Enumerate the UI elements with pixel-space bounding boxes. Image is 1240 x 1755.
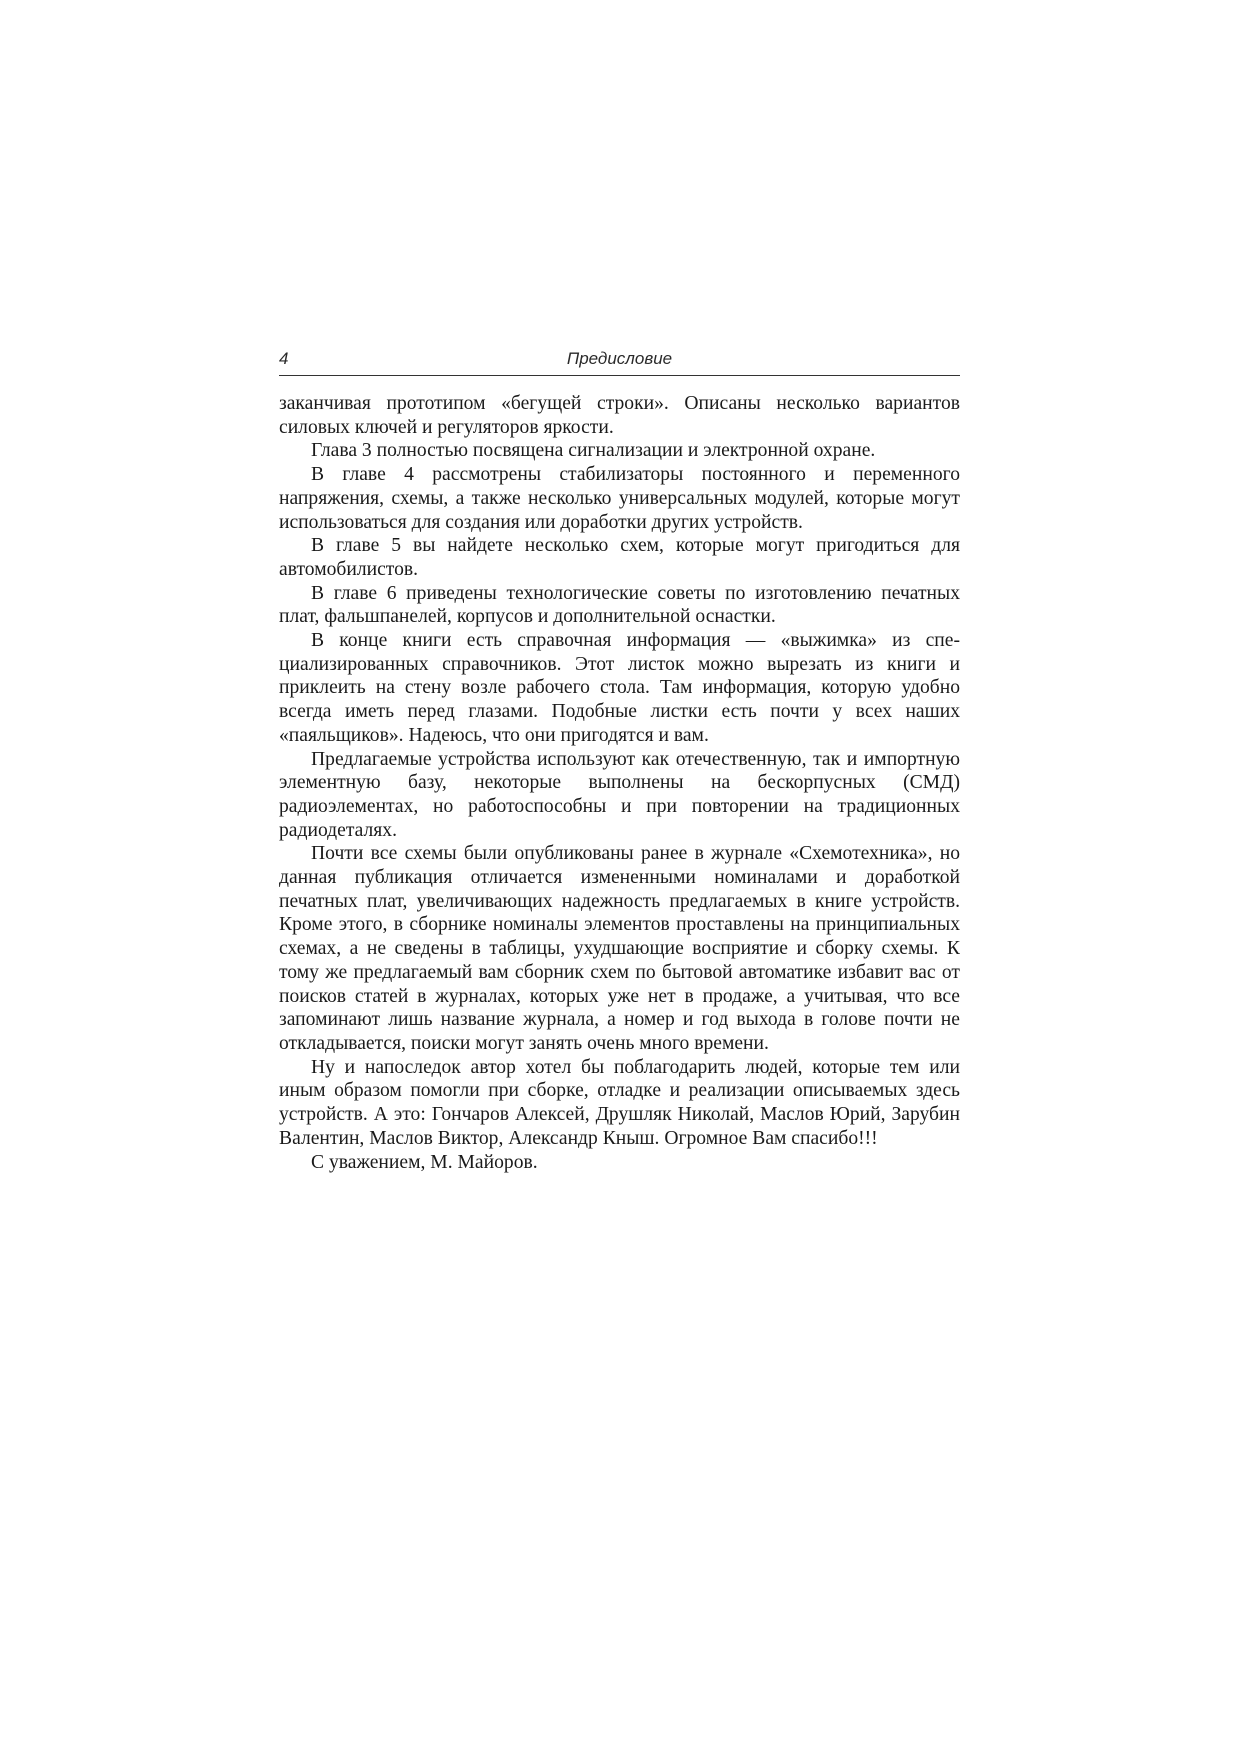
paragraph-chapter-6: В главе 6 приведены технологические советы по изготовлению печатных плат, фальшпанелей, корпусов и дополнительной оснастки. — [279, 582, 960, 628]
paragraph-acknowledgements: Ну и напоследок автор хотел бы поблагодарить людей, которые тем или иным образом помогли при сборке, отладке и реализации описываемых здесь устройств. А это: Гончаров Алексей, Друшляк Николай, Маслов Юрий, Зарубин Валентин, Маслов Виктор, Александр Кныш. Огромное Вам спасибо!!! — [279, 1056, 960, 1149]
paragraph-components: Предлагаемые устройства используют как отечественную, так и импортную элементную базу, некоторые выполнены на бескорпусных (СМД) радиоэлементах, но работоспособны и при повторении на традиционных радиодеталях. — [279, 748, 960, 841]
page-header — [279, 347, 960, 376]
paragraph-chapter-5: В главе 5 вы найдете несколько схем, которые могут пригодиться для автомобилистов. — [279, 535, 960, 580]
paragraph-chapter-4: В главе 4 рассмотрены стабилизаторы постоянного и переменного напряжения, схемы, а также несколько универсальных модулей, которые могут использоваться для создания или доработки других устройств. — [279, 464, 960, 533]
body-text — [279, 392, 960, 1174]
running-title: Предисловие — [566, 349, 673, 368]
paragraph-reference-info: В конце книги есть справочная информация — «выжимка» из специализированных справочников. Этот листок можно вырезать из книги и приклеить на стену возле рабочего стола. Там информация, которую удобно всегда иметь перед глазами. Подобные листки есть почти у всех наших «паяльщиков». Надеюсь, что они пригодятся и вам. — [279, 630, 960, 746]
paragraph-publication: Почти все схемы были опубликованы ранее в журнале «Схемотехника», но данная публикация отличается измененными номиналами и доработкой печатных плат, увеличивающих надежность предлагаемых в книге устройств. Кроме этого, в сборнике номиналы элементов проставлены на принципиальных схемах, а не сведены в таблицы, ухудшающие восприятие и сборку схемы. К тому же предлагаемый вам сборник схем по бытовой автоматике избавит вас от поисков статей в журналах, которых уже нет в продаже, а учитывая, что все запоминают лишь название журнала, а номер и год выхода в голове почти не откладывается, поиски могут занять очень много времени. — [279, 843, 960, 1054]
paragraph-signature: С уважением, М. Майоров. — [311, 1151, 538, 1173]
paragraph-continuation: заканчивая прототипом «бегущей строки». Описаны несколько вариантов силовых ключей и регуляторов яркости. — [279, 393, 960, 438]
paragraph-chapter-3: Глава 3 полностью посвящена сигнализации и электронной охране. — [311, 440, 876, 462]
page-number: 4 — [279, 349, 289, 368]
